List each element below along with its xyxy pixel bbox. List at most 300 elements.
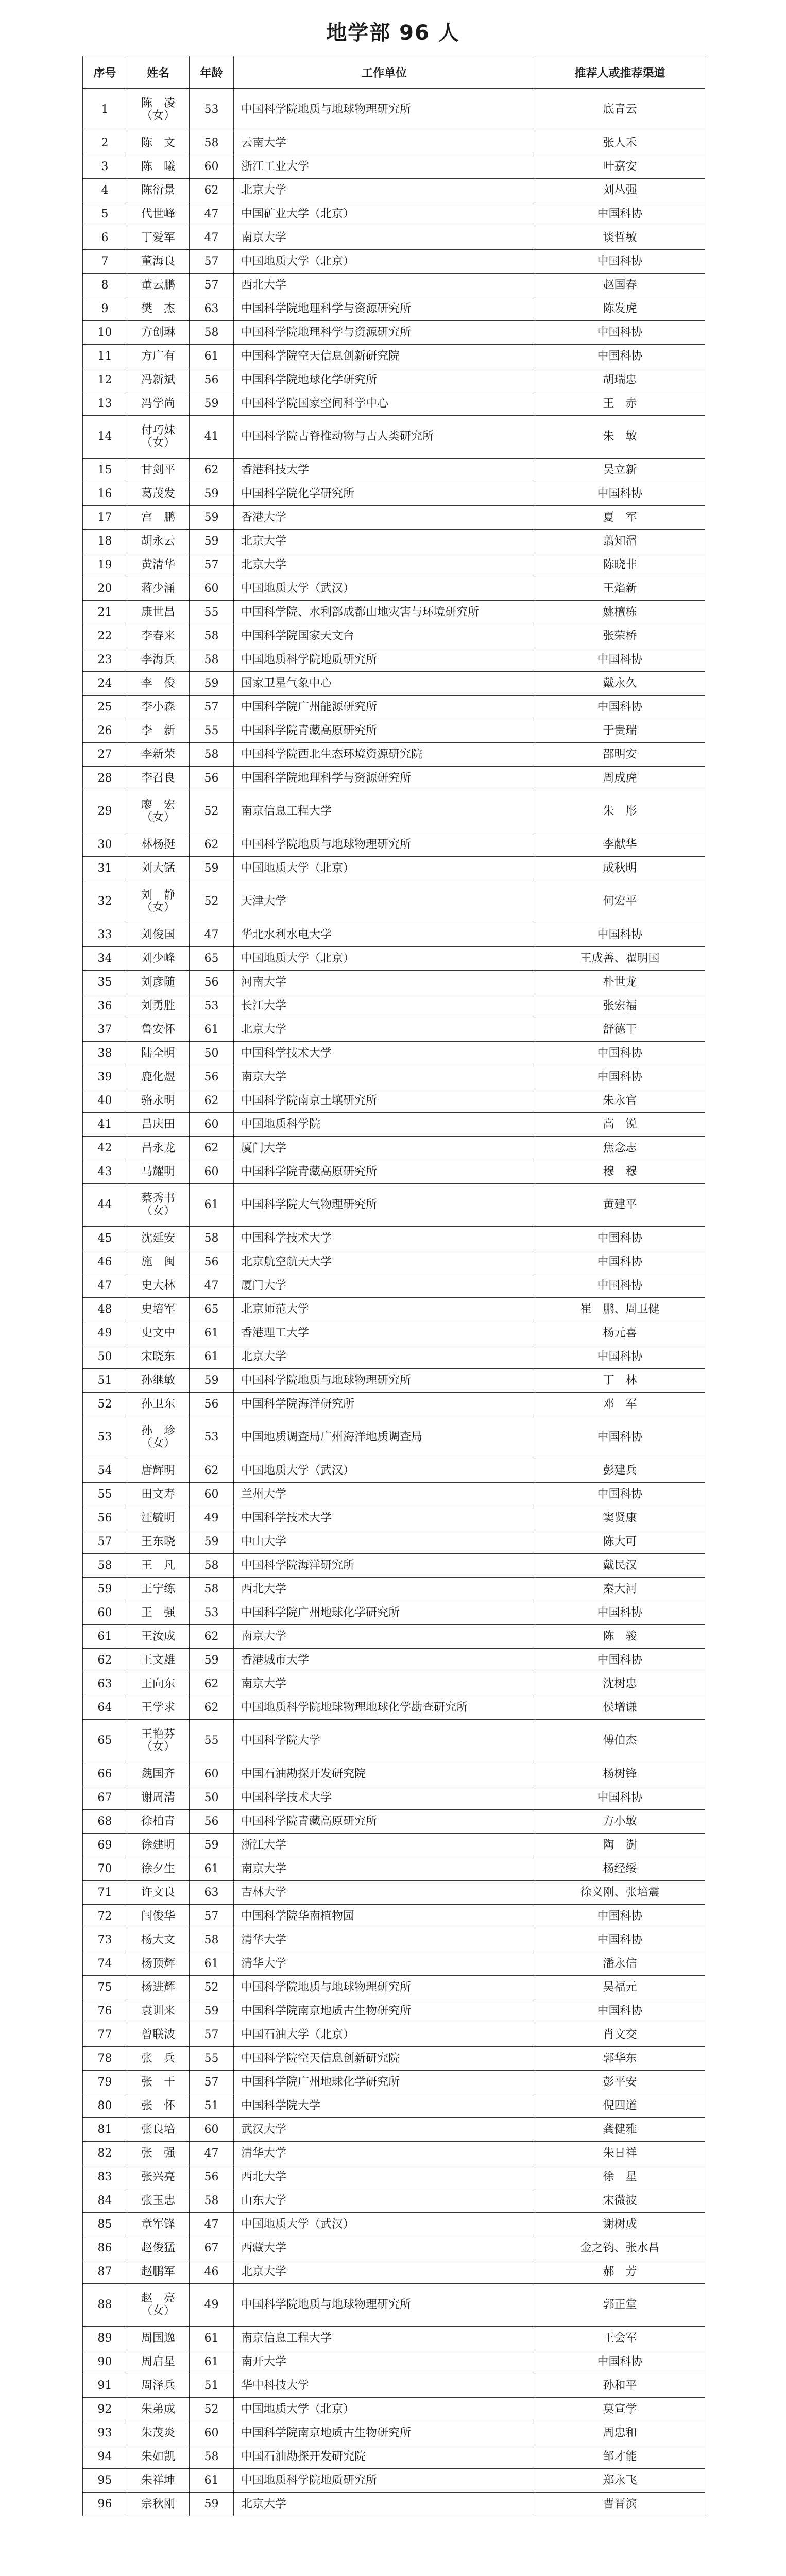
cell-index: 46 <box>83 1250 127 1274</box>
cell-age: 57 <box>190 553 234 577</box>
cell-name: 杨大文 <box>127 1928 190 1952</box>
cell-age: 58 <box>190 1554 234 1578</box>
cell-age: 67 <box>190 2236 234 2260</box>
cell-index: 95 <box>83 2469 127 2493</box>
cell-index: 86 <box>83 2236 127 2260</box>
table-row <box>83 696 705 719</box>
cell-workplace: 西北大学 <box>234 274 535 297</box>
cell-workplace: 中国科学院大学 <box>234 2094 535 2118</box>
cell-age: 59 <box>190 1530 234 1554</box>
cell-name: 康世昌 <box>127 601 190 624</box>
cell-name: 汪毓明 <box>127 1506 190 1530</box>
cell-recommender: 肖文交 <box>535 2023 705 2047</box>
cell-recommender: 金之钧、张水昌 <box>535 2236 705 2260</box>
cell-name: 谢周清 <box>127 1786 190 1810</box>
cell-workplace: 中国科学院地理科学与资源研究所 <box>234 321 535 345</box>
cell-workplace: 南京大学 <box>234 1625 535 1649</box>
cell-age: 50 <box>190 1786 234 1810</box>
cell-age: 58 <box>190 131 234 155</box>
cell-workplace: 中国科学院华南植物园 <box>234 1905 535 1928</box>
cell-name: 沈延安 <box>127 1227 190 1250</box>
cell-index: 43 <box>83 1160 127 1184</box>
table-row <box>83 297 705 321</box>
cell-recommender: 朱 敏 <box>535 416 705 459</box>
cell-index: 4 <box>83 179 127 202</box>
table-row <box>83 321 705 345</box>
cell-index: 80 <box>83 2094 127 2118</box>
cell-recommender: 何宏平 <box>535 880 705 923</box>
cell-workplace: 中国地质调查局广州海洋地质调查局 <box>234 1416 535 1459</box>
cell-name: 周国逸 <box>127 2327 190 2350</box>
cell-name: 刘勇胜 <box>127 994 190 1018</box>
cell-age: 55 <box>190 719 234 743</box>
cell-index: 54 <box>83 1459 127 1483</box>
cell-recommender: 杨元喜 <box>535 1321 705 1345</box>
cell-index: 20 <box>83 577 127 601</box>
table-row <box>83 1834 705 1857</box>
cell-name: 王文雄 <box>127 1649 190 1672</box>
cell-workplace: 浙江工业大学 <box>234 155 535 179</box>
table-row <box>83 1881 705 1905</box>
cell-recommender: 彭建兵 <box>535 1459 705 1483</box>
cell-age: 57 <box>190 250 234 274</box>
table-row <box>83 2445 705 2469</box>
cell-workplace: 香港理工大学 <box>234 1321 535 1345</box>
cell-recommender: 赵国春 <box>535 274 705 297</box>
cell-age: 61 <box>190 1321 234 1345</box>
cell-name: 朱如凯 <box>127 2445 190 2469</box>
cell-index: 15 <box>83 459 127 482</box>
cell-name: 徐柏青 <box>127 1810 190 1834</box>
cell-index: 59 <box>83 1578 127 1601</box>
cell-recommender: 倪四道 <box>535 2094 705 2118</box>
cell-recommender: 张宏福 <box>535 994 705 1018</box>
cell-index: 6 <box>83 226 127 250</box>
cell-age: 55 <box>190 601 234 624</box>
cell-recommender: 朱日祥 <box>535 2142 705 2165</box>
cell-workplace: 中国科学院青藏高原研究所 <box>234 719 535 743</box>
cell-age: 65 <box>190 1298 234 1321</box>
cell-workplace: 南京大学 <box>234 1065 535 1089</box>
cell-name: 陈衍景 <box>127 179 190 202</box>
cell-age: 59 <box>190 1999 234 2023</box>
cell-workplace: 中国矿业大学（北京） <box>234 202 535 226</box>
cell-age: 53 <box>190 1416 234 1459</box>
cell-workplace: 中国科学技术大学 <box>234 1042 535 1065</box>
table-row <box>83 2236 705 2260</box>
cell-workplace: 中国科学院地质与地球物理研究所 <box>234 89 535 131</box>
cell-name: 朱茂炎 <box>127 2421 190 2445</box>
cell-name: 王向东 <box>127 1672 190 1696</box>
cell-workplace: 国家卫星气象中心 <box>234 672 535 696</box>
cell-name: 宗秋刚 <box>127 2493 190 2516</box>
cell-recommender: 杨树锋 <box>535 1762 705 1786</box>
cell-recommender: 龚健雅 <box>535 2118 705 2142</box>
table-row <box>83 2165 705 2189</box>
cell-name: 王 凡 <box>127 1554 190 1578</box>
cell-workplace: 中国科学院南京地质古生物研究所 <box>234 1999 535 2023</box>
cell-name: 陈 文 <box>127 131 190 155</box>
cell-index: 63 <box>83 1672 127 1696</box>
cell-recommender: 傅伯杰 <box>535 1720 705 1762</box>
cell-name: 董云鹏 <box>127 274 190 297</box>
cell-index: 69 <box>83 1834 127 1857</box>
cell-workplace: 华中科技大学 <box>234 2374 535 2398</box>
table-row <box>83 1227 705 1250</box>
cell-age: 55 <box>190 1720 234 1762</box>
cell-workplace: 中国科学技术大学 <box>234 1227 535 1250</box>
table-row <box>83 1250 705 1274</box>
cell-recommender: 中国科协 <box>535 345 705 368</box>
table-row <box>83 2350 705 2374</box>
table-row <box>83 648 705 672</box>
cell-recommender: 莫宣学 <box>535 2398 705 2421</box>
cell-workplace: 中国科学院地质与地球物理研究所 <box>234 2284 535 2327</box>
cell-recommender: 孙和平 <box>535 2374 705 2398</box>
members-table <box>82 56 705 2516</box>
cell-workplace: 中国科学院地理科学与资源研究所 <box>234 767 535 790</box>
cell-index: 7 <box>83 250 127 274</box>
cell-name: 林杨挺 <box>127 833 190 857</box>
cell-recommender: 成秋明 <box>535 857 705 880</box>
cell-workplace: 中国科学院海洋研究所 <box>234 1393 535 1416</box>
table-row <box>83 1416 705 1459</box>
cell-recommender: 中国科协 <box>535 1065 705 1089</box>
cell-recommender: 秦大河 <box>535 1578 705 1601</box>
table-row <box>83 767 705 790</box>
cell-name: 张 强 <box>127 2142 190 2165</box>
cell-age: 61 <box>190 1184 234 1227</box>
cell-name: 张良培 <box>127 2118 190 2142</box>
cell-index: 77 <box>83 2023 127 2047</box>
cell-recommender: 张人禾 <box>535 131 705 155</box>
cell-age: 60 <box>190 1762 234 1786</box>
cell-index: 47 <box>83 1274 127 1298</box>
table-row <box>83 880 705 923</box>
cell-workplace: 北京大学 <box>234 1018 535 1042</box>
cell-name: 陆全明 <box>127 1042 190 1065</box>
cell-index: 74 <box>83 1952 127 1976</box>
cell-age: 61 <box>190 1345 234 1369</box>
cell-name: 葛茂发 <box>127 482 190 506</box>
cell-age: 59 <box>190 392 234 416</box>
cell-recommender: 中国科协 <box>535 1227 705 1250</box>
cell-index: 41 <box>83 1113 127 1137</box>
cell-workplace: 中国科学院古脊椎动物与古人类研究所 <box>234 416 535 459</box>
table-row <box>83 1530 705 1554</box>
cell-workplace: 南京大学 <box>234 226 535 250</box>
header-index: 序号 <box>83 56 127 89</box>
cell-name: 丁爱军 <box>127 226 190 250</box>
cell-age: 58 <box>190 2189 234 2213</box>
cell-workplace: 中国科学院西北生态环境资源研究院 <box>234 743 535 767</box>
cell-name: 骆永明 <box>127 1089 190 1113</box>
table-row <box>83 1810 705 1834</box>
cell-age: 46 <box>190 2260 234 2284</box>
cell-age: 56 <box>190 971 234 994</box>
cell-recommender: 中国科协 <box>535 2350 705 2374</box>
cell-workplace: 西北大学 <box>234 2165 535 2189</box>
table-row <box>83 553 705 577</box>
cell-name: 方广有 <box>127 345 190 368</box>
cell-index: 65 <box>83 1720 127 1762</box>
cell-index: 96 <box>83 2493 127 2516</box>
table-row <box>83 624 705 648</box>
cell-workplace: 南京信息工程大学 <box>234 2327 535 2350</box>
cell-age: 57 <box>190 1905 234 1928</box>
cell-age: 63 <box>190 1881 234 1905</box>
cell-index: 16 <box>83 482 127 506</box>
cell-index: 8 <box>83 274 127 297</box>
cell-index: 33 <box>83 923 127 947</box>
cell-age: 59 <box>190 1649 234 1672</box>
cell-age: 60 <box>190 577 234 601</box>
cell-name: 王 强 <box>127 1601 190 1625</box>
cell-recommender: 侯增谦 <box>535 1696 705 1720</box>
table-row <box>83 994 705 1018</box>
table-row <box>83 2260 705 2284</box>
cell-index: 81 <box>83 2118 127 2142</box>
cell-workplace: 中国科学院海洋研究所 <box>234 1554 535 1578</box>
table-row <box>83 131 705 155</box>
cell-name: 许文良 <box>127 1881 190 1905</box>
table-row <box>83 947 705 971</box>
cell-workplace: 中国地质大学（武汉） <box>234 1459 535 1483</box>
cell-name: 王宁练 <box>127 1578 190 1601</box>
cell-age: 58 <box>190 1227 234 1250</box>
table-row <box>83 1345 705 1369</box>
cell-age: 50 <box>190 1042 234 1065</box>
cell-age: 51 <box>190 2094 234 2118</box>
cell-workplace: 中山大学 <box>234 1530 535 1554</box>
cell-recommender: 陶 澍 <box>535 1834 705 1857</box>
cell-recommender: 丁 林 <box>535 1369 705 1393</box>
cell-age: 53 <box>190 89 234 131</box>
cell-recommender: 中国科协 <box>535 1786 705 1810</box>
cell-age: 56 <box>190 368 234 392</box>
cell-recommender: 吴福元 <box>535 1976 705 1999</box>
cell-index: 3 <box>83 155 127 179</box>
cell-age: 62 <box>190 179 234 202</box>
cell-age: 57 <box>190 2071 234 2094</box>
table-row <box>83 1696 705 1720</box>
cell-name: 张 兵 <box>127 2047 190 2071</box>
cell-workplace: 南京信息工程大学 <box>234 790 535 833</box>
table-row <box>83 274 705 297</box>
cell-recommender: 焦念志 <box>535 1137 705 1160</box>
table-row <box>83 857 705 880</box>
table-row <box>83 1483 705 1506</box>
cell-age: 62 <box>190 1625 234 1649</box>
table-row <box>83 2421 705 2445</box>
cell-name: 蒋少涌 <box>127 577 190 601</box>
cell-age: 59 <box>190 2493 234 2516</box>
cell-index: 32 <box>83 880 127 923</box>
cell-name: 唐辉明 <box>127 1459 190 1483</box>
cell-index: 57 <box>83 1530 127 1554</box>
cell-workplace: 中国石油大学（北京） <box>234 2023 535 2047</box>
cell-name: 周泽兵 <box>127 2374 190 2398</box>
table-row <box>83 1905 705 1928</box>
cell-age: 61 <box>190 2327 234 2350</box>
cell-workplace: 南京大学 <box>234 1857 535 1881</box>
cell-name: 王东晓 <box>127 1530 190 1554</box>
cell-name: 樊 杰 <box>127 297 190 321</box>
cell-age: 52 <box>190 1976 234 1999</box>
cell-recommender: 中国科协 <box>535 923 705 947</box>
table-row <box>83 2189 705 2213</box>
cell-workplace: 南开大学 <box>234 2350 535 2374</box>
cell-recommender: 朴世龙 <box>535 971 705 994</box>
cell-recommender: 舒德干 <box>535 1018 705 1042</box>
cell-age: 60 <box>190 155 234 179</box>
cell-workplace: 中国科学院地质与地球物理研究所 <box>234 1976 535 1999</box>
table-row <box>83 2493 705 2516</box>
table-row <box>83 1857 705 1881</box>
cell-recommender: 底青云 <box>535 89 705 131</box>
cell-index: 38 <box>83 1042 127 1065</box>
cell-index: 85 <box>83 2213 127 2236</box>
table-row <box>83 1720 705 1762</box>
cell-age: 63 <box>190 297 234 321</box>
cell-name: 马耀明 <box>127 1160 190 1184</box>
cell-age: 56 <box>190 1250 234 1274</box>
cell-index: 56 <box>83 1506 127 1530</box>
cell-workplace: 北京大学 <box>234 1345 535 1369</box>
cell-recommender: 刘丛强 <box>535 179 705 202</box>
cell-age: 59 <box>190 482 234 506</box>
cell-index: 5 <box>83 202 127 226</box>
cell-workplace: 河南大学 <box>234 971 535 994</box>
cell-workplace: 香港大学 <box>234 506 535 530</box>
table-row <box>83 2284 705 2327</box>
cell-index: 66 <box>83 1762 127 1786</box>
cell-index: 11 <box>83 345 127 368</box>
cell-recommender: 中国科协 <box>535 1250 705 1274</box>
table-row <box>83 1321 705 1345</box>
cell-name: 吕庆田 <box>127 1113 190 1137</box>
cell-recommender: 朱永官 <box>535 1089 705 1113</box>
cell-age: 51 <box>190 2374 234 2398</box>
cell-recommender: 戴永久 <box>535 672 705 696</box>
table-row <box>83 1976 705 1999</box>
cell-name: 李 俊 <box>127 672 190 696</box>
cell-recommender: 夏 军 <box>535 506 705 530</box>
cell-index: 29 <box>83 790 127 833</box>
cell-name: 张兴亮 <box>127 2165 190 2189</box>
cell-recommender: 中国科协 <box>535 1928 705 1952</box>
cell-workplace: 中国科学技术大学 <box>234 1786 535 1810</box>
cell-age: 58 <box>190 321 234 345</box>
cell-recommender: 陈大可 <box>535 1530 705 1554</box>
cell-recommender: 徐义刚、张培震 <box>535 1881 705 1905</box>
cell-recommender: 沈树忠 <box>535 1672 705 1696</box>
cell-name: 方创琳 <box>127 321 190 345</box>
table-row <box>83 1018 705 1042</box>
cell-workplace: 南京大学 <box>234 1672 535 1696</box>
cell-recommender: 陈发虎 <box>535 297 705 321</box>
cell-recommender: 中国科协 <box>535 1483 705 1506</box>
table-row <box>83 2023 705 2047</box>
cell-age: 57 <box>190 2023 234 2047</box>
cell-recommender: 王焰新 <box>535 577 705 601</box>
cell-recommender: 中国科协 <box>535 1905 705 1928</box>
cell-age: 62 <box>190 1089 234 1113</box>
cell-name: 王学求 <box>127 1696 190 1720</box>
cell-recommender: 朱 彤 <box>535 790 705 833</box>
cell-workplace: 香港城市大学 <box>234 1649 535 1672</box>
cell-index: 73 <box>83 1928 127 1952</box>
cell-workplace: 中国石油勘探开发研究院 <box>234 2445 535 2469</box>
cell-name: 陈 曦 <box>127 155 190 179</box>
header-recommender: 推荐人或推荐渠道 <box>535 56 705 89</box>
cell-recommender: 中国科协 <box>535 482 705 506</box>
cell-index: 40 <box>83 1089 127 1113</box>
cell-index: 89 <box>83 2327 127 2350</box>
cell-name: 廖 宏 （女） <box>127 790 190 833</box>
cell-workplace: 中国地质科学院地质研究所 <box>234 648 535 672</box>
cell-age: 60 <box>190 1160 234 1184</box>
cell-index: 79 <box>83 2071 127 2094</box>
table-row <box>83 577 705 601</box>
cell-recommender: 周忠和 <box>535 2421 705 2445</box>
cell-name: 刘大锰 <box>127 857 190 880</box>
cell-workplace: 中国科学院、水利部成都山地灾害与环境研究所 <box>234 601 535 624</box>
cell-workplace: 清华大学 <box>234 2142 535 2165</box>
cell-workplace: 天津大学 <box>234 880 535 923</box>
cell-index: 67 <box>83 1786 127 1810</box>
cell-index: 34 <box>83 947 127 971</box>
cell-recommender: 方小敏 <box>535 1810 705 1834</box>
cell-index: 55 <box>83 1483 127 1506</box>
table-row <box>83 1625 705 1649</box>
cell-index: 90 <box>83 2350 127 2374</box>
cell-age: 58 <box>190 624 234 648</box>
cell-recommender: 中国科协 <box>535 1999 705 2023</box>
cell-workplace: 中国科学院广州能源研究所 <box>234 696 535 719</box>
cell-age: 56 <box>190 1393 234 1416</box>
cell-workplace: 浙江大学 <box>234 1834 535 1857</box>
cell-workplace: 中国科学院地理科学与资源研究所 <box>234 297 535 321</box>
cell-workplace: 中国地质科学院 <box>234 1113 535 1137</box>
cell-age: 47 <box>190 202 234 226</box>
cell-index: 87 <box>83 2260 127 2284</box>
cell-workplace: 中国科学院青藏高原研究所 <box>234 1810 535 1834</box>
cell-recommender: 崔 鹏、周卫健 <box>535 1298 705 1321</box>
cell-recommender: 中国科协 <box>535 648 705 672</box>
cell-name: 刘彦随 <box>127 971 190 994</box>
cell-name: 史大林 <box>127 1274 190 1298</box>
cell-index: 78 <box>83 2047 127 2071</box>
cell-index: 51 <box>83 1369 127 1393</box>
table-row <box>83 506 705 530</box>
cell-index: 14 <box>83 416 127 459</box>
cell-age: 62 <box>190 1137 234 1160</box>
cell-workplace: 厦门大学 <box>234 1274 535 1298</box>
table-row <box>83 1113 705 1137</box>
cell-age: 61 <box>190 1018 234 1042</box>
table-header <box>83 56 705 89</box>
table-row <box>83 2071 705 2094</box>
cell-index: 37 <box>83 1018 127 1042</box>
cell-age: 59 <box>190 1369 234 1393</box>
cell-index: 36 <box>83 994 127 1018</box>
table-row <box>83 1065 705 1089</box>
cell-index: 76 <box>83 1999 127 2023</box>
table-row <box>83 416 705 459</box>
cell-name: 徐夕生 <box>127 1857 190 1881</box>
cell-recommender: 潘永信 <box>535 1952 705 1976</box>
